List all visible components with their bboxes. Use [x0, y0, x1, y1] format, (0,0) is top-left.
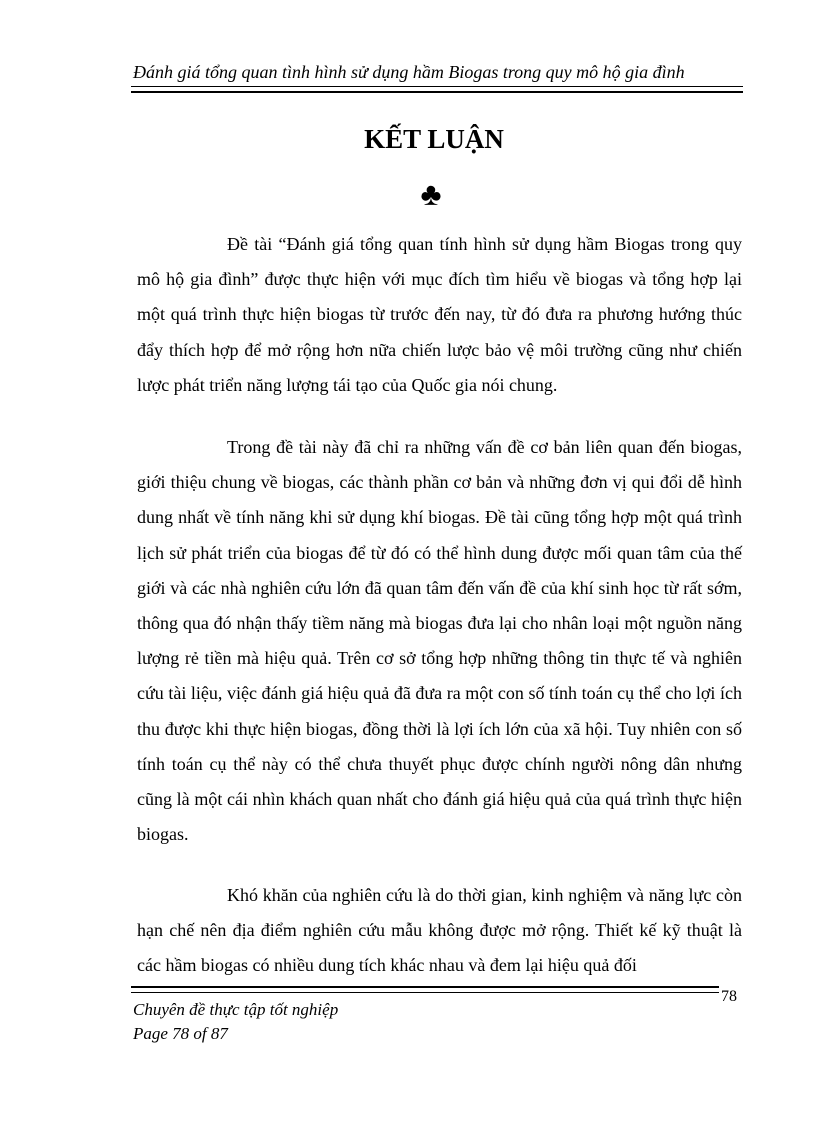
club-ornament-icon: ♣ [420, 176, 442, 212]
page-number: 78 [721, 988, 737, 1005]
section-title: KẾT LUẬN [364, 124, 504, 154]
header-rule [131, 86, 743, 93]
footer-document-type: Chuyên đề thực tập tốt nghiệp [133, 1000, 339, 1019]
paragraph-3: Khó khăn của nghiên cứu là do thời gian, kinh nghiệm và năng lực còn hạn chế nên địa điểm nghiên cứu mẫu không được mở rộng. Thiết kế kỹ thuật là các hầm biogas có nhiều dung tích khác nhau và đem lại hiệu quả đối [137, 885, 742, 976]
footer-rule [131, 986, 719, 993]
paragraph-1: Đề tài “Đánh giá tổng quan tính hình sử dụng hầm Biogas trong quy mô hộ gia đình” được thực hiện với mục đích tìm hiểu về biogas và tổng hợp lại một quá trình thực hiện biogas từ trước đến nay, từ đó đưa ra phương hướng thúc đẩy thích hợp để mở rộng hơn nữa chiến lược bảo vệ môi trường cũng như chiến lược phát triển năng lượng tái tạo của Quốc gia nói chung. [137, 234, 742, 395]
footer-page-label: Page 78 of 87 [133, 1024, 228, 1043]
running-header: Đánh giá tổng quan tình hình sử dụng hầm Biogas trong quy mô hộ gia đình [133, 62, 685, 82]
paragraph-2: Trong đề tài này đã chỉ ra những vấn đề cơ bản liên quan đến biogas, giới thiệu chung về biogas, các thành phần cơ bản và những đơn vị qui đổi dễ hình dung nhất về tính năng khi sử dụng khí biogas. Đề tài cũng tổng hợp một quá trình lịch sử phát triển của biogas để từ đó có thể hình dung được mối quan tâm của thế giới và các nhà nghiên cứu lớn đã quan tâm đến vấn đề của khí sinh học từ rất sớm, thông qua đó nhận thấy tiềm năng mà biogas đưa lại cho nhân loại một nguồn năng lượng rẻ tiền mà hiệu quả. Trên cơ sở tổng hợp những thông tin thực tế và nghiên cứu tài liệu, việc đánh giá hiệu quả đã đưa ra một con số tính toán cụ thể cho lợi ích thu được khi thực hiện biogas, đồng thời là lợi ích lớn của xã hội. Tuy nhiên con số tính toán cụ thể này có thể chưa thuyết phục được chính người nông dân nhưng cũng là một cái nhìn khách quan nhất cho đánh giá hiệu quả của quá trình thực hiện biogas. [137, 437, 742, 845]
